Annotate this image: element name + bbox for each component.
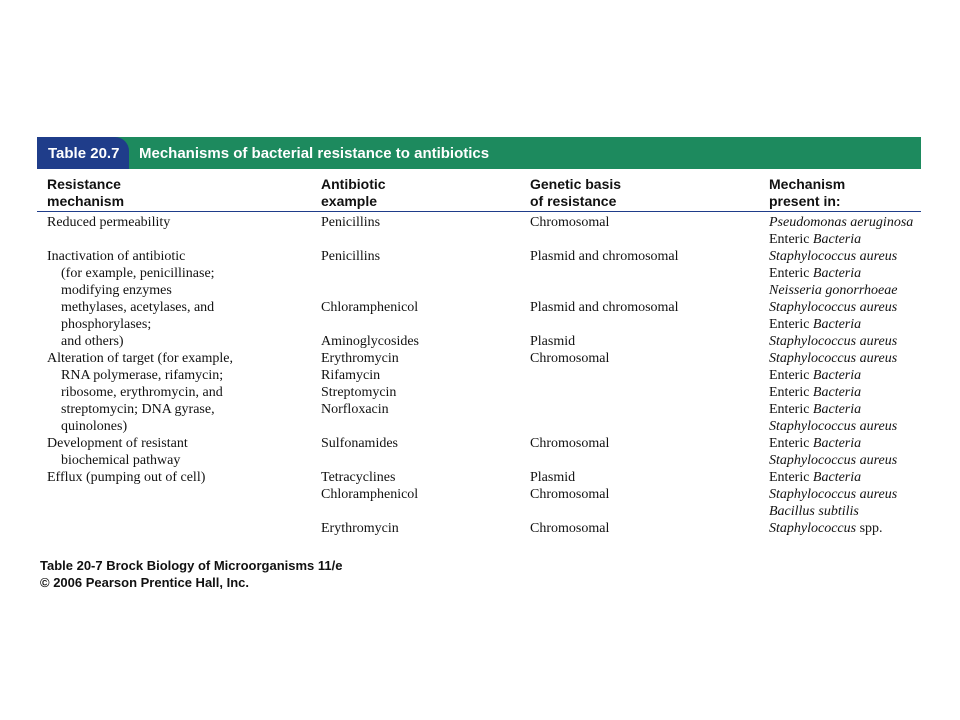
antibiotic-cell: Erythromycin [321, 521, 399, 536]
mechanism-line: Development of resistant [47, 436, 188, 451]
organism-name: Bacteria [812, 385, 862, 400]
organism-cell [769, 350, 897, 367]
mechanism-line: Alteration of target (for example, [47, 351, 233, 366]
genetic-basis-cell: Plasmid [530, 334, 576, 349]
organism-cell [769, 248, 897, 265]
table-number: Table 20.7 [37, 137, 129, 169]
organism-prefix: Enteric [769, 266, 813, 281]
table-title: Mechanisms of bacterial resistance to antibiotics [139, 144, 490, 162]
genetic-basis-cell: Plasmid and chromosomal [530, 249, 679, 264]
organism-name: Staphylococcus aureus [769, 249, 898, 264]
header-antibiotic-example: Antibiotic example [321, 176, 386, 209]
organism-prefix: Enteric [769, 385, 813, 400]
mechanism-line: ribosome, erythromycin, and [61, 385, 223, 400]
organism-name: Bacteria [812, 317, 862, 332]
organism-prefix: Enteric [769, 317, 813, 332]
organism-suffix: spp. [856, 521, 883, 536]
genetic-basis-cell: Chromosomal [530, 215, 610, 230]
organism-name: Staphylococcus aureus [769, 351, 898, 366]
organism-cell [769, 469, 861, 486]
organism-name: Staphylococcus [769, 521, 857, 536]
organism-prefix: Enteric [769, 436, 813, 451]
table-title-bar [37, 137, 921, 169]
genetic-basis-cell: Plasmid and chromosomal [530, 300, 679, 315]
organism-cell [769, 401, 861, 418]
credit-source: Table 20-7 Brock Biology of Microorganisms 11/e [40, 558, 343, 573]
organism-cell [769, 282, 897, 299]
organism-cell [769, 299, 897, 316]
antibiotic-cell: Erythromycin [321, 351, 399, 366]
genetic-basis-cell: Chromosomal [530, 521, 610, 536]
organism-cell [769, 214, 913, 231]
organism-cell [769, 384, 861, 401]
mechanism-line: RNA polymerase, rifamycin; [61, 368, 224, 383]
genetic-basis-cell: Plasmid [530, 470, 576, 485]
antibiotic-cell: Norfloxacin [321, 402, 389, 417]
organism-cell [769, 418, 897, 435]
mechanism-line: Efflux (pumping out of cell) [47, 470, 206, 485]
genetic-basis-cell: Chromosomal [530, 436, 610, 451]
antibiotic-cell: Penicillins [321, 249, 381, 264]
genetic-basis-cell: Chromosomal [530, 351, 610, 366]
header-genetic-basis: Genetic basis of resistance [530, 176, 622, 209]
credit-copyright: © 2006 Pearson Prentice Hall, Inc. [40, 575, 250, 590]
organism-name: Bacteria [812, 368, 862, 383]
mechanism-line: streptomycin; DNA gyrase, [61, 402, 215, 417]
organism-name: Bacteria [812, 232, 862, 247]
header-divider [37, 211, 921, 212]
organism-cell [769, 316, 861, 333]
mechanism-line: methylases, acetylases, and [61, 300, 215, 315]
organism-name: Bacteria [812, 266, 862, 281]
organism-cell [769, 367, 861, 384]
organism-prefix: Enteric [769, 470, 813, 485]
organism-prefix: Enteric [769, 368, 813, 383]
organism-cell [769, 265, 861, 282]
figure-credit [40, 557, 342, 591]
organism-name: Staphylococcus aureus [769, 334, 898, 349]
antibiotic-cell: Tetracyclines [321, 470, 396, 485]
organism-cell [769, 231, 861, 248]
organism-prefix: Enteric [769, 402, 813, 417]
mechanism-line: (for example, penicillinase; [61, 266, 215, 281]
antibiotic-cell: Rifamycin [321, 368, 381, 383]
antibiotic-cell: Streptomycin [321, 385, 397, 400]
organism-cell [769, 452, 897, 469]
antibiotic-cell: Penicillins [321, 215, 381, 230]
organism-name: Staphylococcus aureus [769, 419, 898, 434]
organism-name: Pseudomonas aeruginosa [769, 215, 914, 230]
organism-cell [769, 503, 859, 520]
organism-name: Bacteria [812, 436, 862, 451]
organism-name: Bacillus subtilis [769, 504, 859, 519]
organism-cell [769, 520, 883, 537]
genetic-basis-cell: Chromosomal [530, 487, 610, 502]
organism-name: Bacteria [812, 470, 862, 485]
organism-cell [769, 435, 861, 452]
header-resistance-mechanism: Resistance mechanism [47, 176, 125, 209]
organism-cell [769, 333, 897, 350]
mechanism-line: modifying enzymes [61, 283, 172, 298]
antibiotic-cell: Chloramphenicol [321, 487, 419, 502]
header-mechanism-present-in: Mechanism present in: [769, 176, 846, 209]
organism-name: Bacteria [812, 402, 862, 417]
organism-name: Staphylococcus aureus [769, 300, 898, 315]
organism-cell [769, 486, 897, 503]
antibiotic-cell: Chloramphenicol [321, 300, 419, 315]
mechanism-line: phosphorylases; [61, 317, 152, 332]
mechanism-line: Inactivation of antibiotic [47, 249, 186, 264]
organism-prefix: Enteric [769, 232, 813, 247]
mechanism-line: biochemical pathway [61, 453, 181, 468]
mechanism-line: and others) [61, 334, 124, 349]
organism-name: Neisseria gonorrhoeae [769, 283, 898, 298]
organism-name: Staphylococcus aureus [769, 487, 898, 502]
mechanism-line: quinolones) [61, 419, 128, 434]
organism-name: Staphylococcus aureus [769, 453, 898, 468]
antibiotic-cell: Aminoglycosides [321, 334, 419, 349]
antibiotic-cell: Sulfonamides [321, 436, 398, 451]
mechanism-line: Reduced permeability [47, 215, 171, 230]
